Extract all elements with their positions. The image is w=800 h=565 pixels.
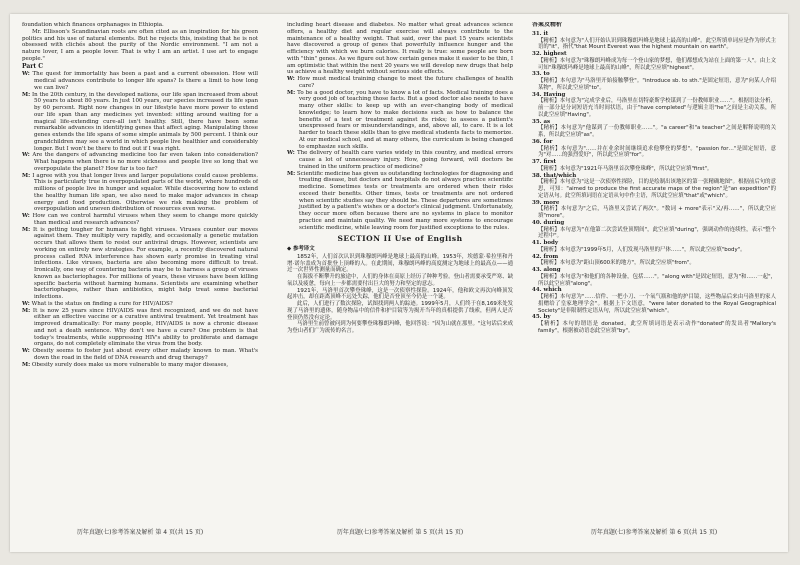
dialogue-line: W: Are the dangers of advancing medicine too far even taken into consideration? What happens when there is no more sickness and people live so long that we overpopulate the planet? How far is too far?: [22, 152, 258, 172]
answers-heading: 答案及精析: [532, 22, 563, 28]
page-4-column: [22, 22, 258, 522]
dialogue-line: W: Obesity seems to foster just about every other malady known to man. What's down the road in the field of DNA research and drug therapy?: [22, 348, 258, 361]
dialogue-line: M: In the 20th century, in the developed nations, our life span increased from about 50 years to about 80 years. In just 100 years, our species increased its life span by 60 percent. Right now changes in our lifestyle have more power to extend our life span than any medicines yet invented: sitting around waiting for a magical life-extending cure-all isn't healthy. Still, there have been some remarkable advances in identifying genes that affect aging. Manipulating those genes extends the life spans of some simple animals by 500 percent. I think our grandchildren may see a world in which people live healthier and considerably longer. But I won't be there to find out if I was right.: [22, 91, 258, 152]
intro-paragraph: Mr. Ellisson's Scandinavian roots are often cited as an inspiration for his green politics and his use of natural elements. But he rejects this, insisting that he is not obsessed with clichés about the purity of the Nordic environment. "I am not a nature lover, I am a people lover. That is why I am an artist. I use art to engage people.": [22, 28, 258, 62]
answer-item: 38. that/which 【精析】本句意为"这是一次侦察性探险，目的是绘制出该地区的第一张精确地图"。根据前后句的意思，可知："aimed to produce the first accurate maps of the region"是"an expedition"的定语从句。此空所填词语在定语从句中作主语，所以此空应填"that"或"which"。: [532, 172, 776, 199]
answer-item: 41. body 【精析】本句意为"1999年5月，人们发现马洛里的尸体……"，所以此空应填"body"。: [532, 240, 746, 253]
body-paragraph: including heart disease and diabetes. No matter what great advances science offers, a healthy diet and regular exercise will always contribute to the maintenance of a healthy weight. That said, over the past 15 years scientists have discovered a group of genes that powerfully influence hunger and the efficiency with which we burn calories. It really is true: some people are born with "thin" genes. As we figure out how certain genes make it easier to be thin, I am optimistic that within the next 20 years we will develop new drugs that help us achieve a healthy weight without serious side effects.: [287, 22, 513, 76]
answer-item: 34. Having 【精析】本句意为"完成学业后，马洛里在切特豪斯学校谋到了一份教师职业……"。根据语法分析，前一部分是分词短语充当时间状语，由于"have completed"与逻辑主语"he"之间是主动关系，所以此空应填"Having"。: [532, 91, 776, 118]
answer-item: 31. it 【精析】本句意为"人们开始认识到珠穆朗玛峰是地球上最高的山峰"。此空所填单词应是作为形式主语的"it"，指代"that Mount Everest was the highest mountain on earth"。: [532, 30, 776, 51]
page-footer: 历年真题(七)参考答案及解析 第 6 页(共 15 页): [590, 529, 718, 536]
translation-paragraph: 1852年，人们首次认识到珠穆朗玛峰是地球上最高的山峰。1953年，埃德蒙·希拉里和丹增·诺尔盖成为首批登上顶峰的人。在此期间，珠穆朗玛峰的高度测定为地球上的最高点——通过一次世界性测量而确定。: [287, 253, 513, 274]
dialogue-line: W: How must medical training change to meet the future challenges of health care?: [287, 76, 513, 89]
answer-item: 33. to 【精析】本句意为"马洛里开始接触攀登"。"introduce sb. to sth."是固定短语，意为"向某人介绍某物"，所以此空应填"to"。: [532, 71, 776, 91]
dialogue-line: M: Obesity surely does make us more vulnerable to many major diseases,: [22, 361, 229, 368]
dialogue-line: W: What is the status on finding a cure for HIV/AIDS?: [22, 300, 173, 307]
answer-item: 44. which 【精析】本句意为"……信件、一把小刀、一个氧气瓶和他的护目镜，这些物品后来由马洛里的家人捐赠给了皇家地理学会"。根据上下文语意，"were later donated to the Royal Geographical Society"是非限制性定语从句，所以此空应填"which"。: [532, 287, 776, 314]
answer-item: 35. as 【精析】本句意为"他谋到了一份教师职业……"。"a career"和"a teacher"之间是解释说明的关系，所以此空应填"as"。: [532, 118, 776, 138]
page-footer: 历年真题(七)参考答案及解析 第 4 页(共 15 页): [76, 529, 204, 536]
intro-paragraph: foundation which finances orphanages in Ethiopia.: [22, 22, 164, 28]
dialogue-line: M: It is now 25 years since HIV/AIDS was first recognized, and we do not have either an effective vaccine or a curative antiviral treatment. Yet treatment has improved dramatically: For many people, HIV/AIDS is now a chronic disease and not a death sentence. Why don't we have a cure? One problem is that today's treatments, while suppressing HIV's ability to proliferate and damage organs, do not completely eliminate the virus from the body.: [22, 307, 258, 348]
page-5-column: [287, 22, 513, 522]
dialogue-line: M: It is getting tougher for humans to fight viruses. Viruses counter our moves against them. They multiply very rapidly, and occasionally a genetic mutation occurs that allows them to resist our antiviral drugs. However, scientists are working on entirely new strategies. For example, a recently discovered natural process called RNA interference has shown early promise in treating viral infections. Like viruses, bacteria are also becoming more difficult to treat. Ironically, one way of countering bacteria may be to harness a group of viruses known as bacteriophages. For millions of years, these viruses have been killing specific bacteria without harming humans. Scientists are examining whether bacteriophages, rather than antibiotics, might help treat some bacterial infections.: [22, 226, 258, 300]
answer-item: 36. for 【精析】本句意为"……并在业余时间继续追求他攀登的梦想"。"passion for…"是固定短语，意为"对……的强烈爱好"，所以此空应填"for"。: [532, 138, 776, 159]
answer-item: 45. by 【精析】本句的谓语是 donated。此空所填词语是表示动作"donated"的发出者"Mallory's family"，根据被动语态此空应填"by"。: [532, 314, 776, 334]
page-footer: 历年真题(七)参考答案及解析 第 5 页(共 15 页): [336, 529, 464, 536]
dialogue-line: M: To be a good doctor, you have to know a lot of facts. Medical training does a very good job of teaching those facts. But a good doctor also needs to have many other skills: to keep up with an ever-changing body of medical knowledge; to learn how to make decisions such as how to balance the benefits of a test or treatment against its risks; to assess a patient's unexpressed fears or misunderstandings, and, above all, to care. It is a lot harder to teach these skills than to give medical students facts to memorize. At our medical school, and at many others, the curriculum is being changed to emphasize such skills.: [287, 89, 513, 150]
answer-item: 42. from 【精析】本句意为"距山顶600米的地方"，所以此空应填"from"。: [532, 253, 695, 267]
translation-paragraph: 1921年，马洛里首次攀登珠峰，这是一次侦察性探险。1924年，他和欧文再次向峰顶发起冲击，却在距离顶峰不远处失踪，他们是否登顶至今仍是一个谜。: [287, 287, 513, 301]
translation-paragraph: 在海拔不断攀升的旅途中，人们的身体在高原上经历了种种考验。登山者需要承受严寒、缺氧以及疲惫，每向上一步都需要付出巨大的努力和坚定的意志。: [287, 274, 513, 287]
translation-heading: ◆ 参考译文: [287, 246, 315, 252]
dialogue-line: W: The quest for immortality has been a past and a current obsession. How will medical advances contribute to longer life spans? Is there a limit to how long we can live?: [22, 71, 258, 91]
page-6-column: [532, 22, 776, 522]
section-title: SECTION II Use of English: [337, 234, 463, 244]
translation-paragraph: 此后，人们进行了数次探险，试图找到两人的踪迹。1999年5月，人们终于在8,169米处发现了马洛里的遗体，随身物品中的信件和护目镜等为揭开当年的真相提供了线索，但两人是否登顶仍然没有定论。: [287, 301, 513, 321]
answer-item: 39. more 【精析】本句意为"之后，马洛里又尝试了两次"。"数词 + more"表示"又/再……"，所以此空应填"more"。: [532, 199, 776, 219]
answer-item: 37. first 【精析】本句意为"1921年马洛里首次攀登珠峰"，所以此空应填"first"。: [532, 159, 713, 172]
dialogue: [22, 71, 258, 368]
answer-item: 43. along 【精析】本句意为"和他们的各种设备，包括……"。"along with"是固定短语，意为"和……一起"，所以此空应填"along"。: [532, 267, 776, 287]
dialogue-line: M: Scientific medicine has given us outstanding technologies for diagnosing and treating disease, but doctors and hospitals do not always practice scientific medicine. Sometimes tests or treatments are ordered when their risks exceed their benefits. Other times, tests or treatments are not ordered when scientific studies say they should be. These departures are sometimes justified by a patient's wishes or a doctor's clinical judgment. Unfortunately, they occur more often because there are no systems in place to monitor practice and maintain quality. We need many more systems to encourage scientific medicine, while leaving room for justified exceptions to the rules.: [287, 170, 513, 231]
dialogue-line: W: How can we control harmful viruses when they seem to change more quickly than medical and research advances?: [22, 213, 258, 226]
translation-paragraph: 马洛里生前曾被问到为何要攀登珠穆朗玛峰，他回答说："因为山就在那里。"这句话后来成为登山者们广为流传的名言。: [287, 321, 513, 334]
exam-answer-spread: [10, 14, 788, 552]
answer-item: 32. highest 【精析】本句意为"珠穆朗玛峰成为每一个登山家的梦想，他们都想成为站在上面的第一人"。由上文可知"珠穆朗玛峰是地球上最高的山峰"，所以此空应填"highest"。: [532, 51, 776, 71]
answer-item: 40. during 【精析】本句意为"在他第二次尝试登顶期间"，此空应填"during"，强调动作的连续性，表示"整个过程中"。: [532, 219, 776, 240]
dialogue-line: M: I agree with you that longer lives and larger populations could cause problems. This is particularly true in overpopulated parts of the world, where hundreds of millions of people live in hunger and squalor. While discovering how to extend the healthy human life span, we also need to make major advances in cheap energy and food production. Otherwise we risk making the problem of overpopulation and uneven distribution of resources even worse.: [22, 172, 258, 213]
part-heading: Part C: [22, 62, 44, 70]
dialogue-line: W: The delivery of health care varies widely in this country, and medical errors cause a lot of unnecessary injury. How, going forward, will doctors be trained in the uniform practice of medicine?: [287, 150, 513, 170]
